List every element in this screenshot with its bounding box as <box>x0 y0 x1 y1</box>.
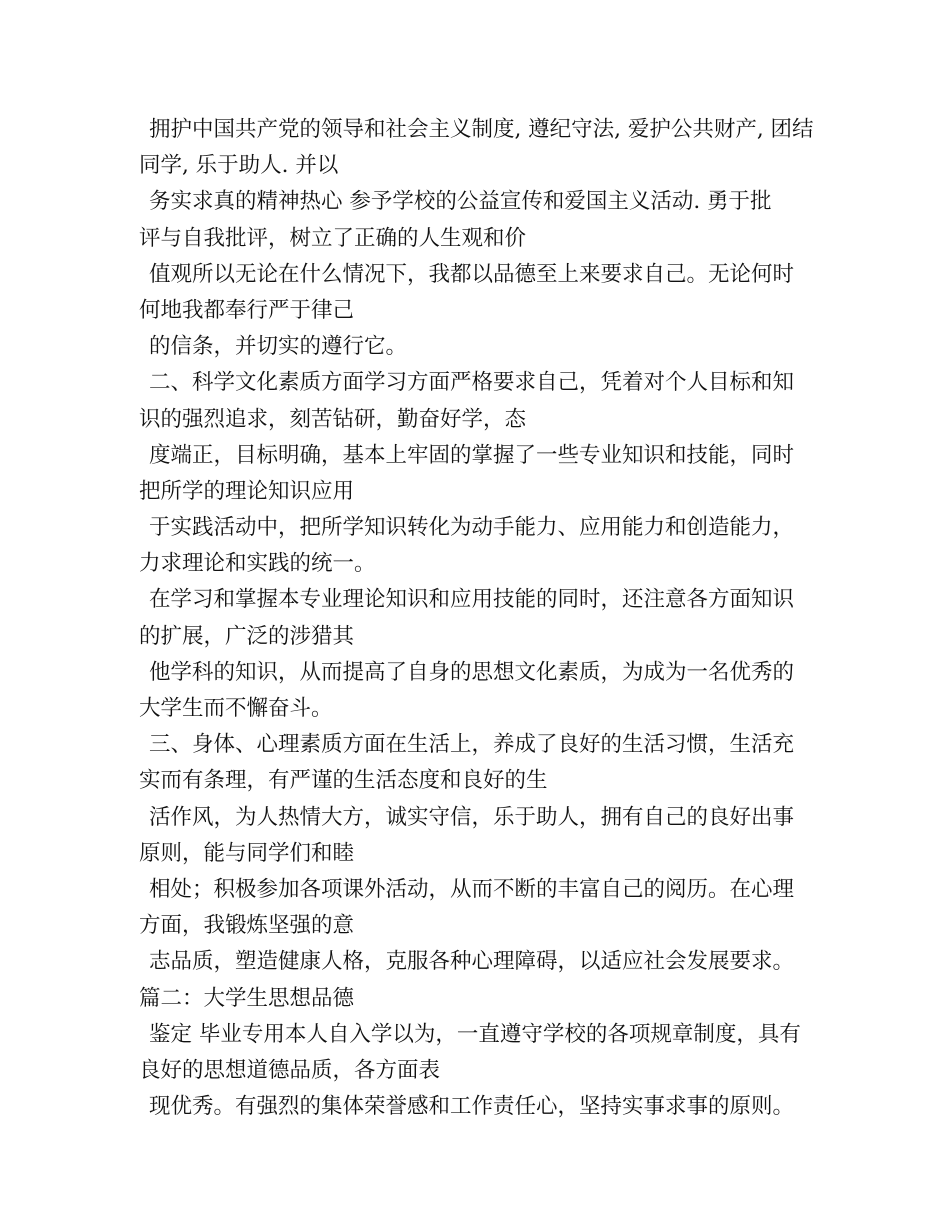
text-line: 方面，我锻炼坚强的意 <box>139 913 355 939</box>
text-line: 的扩展，广泛的涉猎其 <box>139 623 355 649</box>
text-line: 在学习和掌握本专业理论知识和应用技能的同时，还注意各方面知识 <box>149 587 795 613</box>
text-line: 鉴定 毕业专用本人自入学以为，一直遵守学校的各项规章制度，具有 <box>149 1021 801 1047</box>
text-line: 三、身体、心理素质方面在生活上，养成了良好的生活习惯，生活充 <box>149 732 795 758</box>
text-line: 度端正，目标明确，基本上牢固的掌握了一些专业知识和技能，同时 <box>149 442 795 468</box>
text-line: 原则，能与同学们和睦 <box>139 840 355 866</box>
text-line: 相处；积极参加各项课外活动，从而不断的丰富自己的阅历。在心理 <box>149 876 795 902</box>
document-body <box>139 112 815 1125</box>
text-line: 何地我都奉行严于律己 <box>139 297 355 323</box>
text-line: 二、科学文化素质方面学习方面严格要求自己，凭着对个人目标和知 <box>149 370 795 396</box>
text-line: 于实践活动中，把所学知识转化为动手能力、应用能力和创造能力， <box>149 515 795 541</box>
text-line: 篇二：大学生思想品德 <box>139 985 355 1011</box>
text-line: 大学生而不懈奋斗。 <box>139 696 333 721</box>
text-line: 值观所以无论在什么情况下，我都以品德至上来要求自己。无论何时 <box>149 261 795 287</box>
text-line: 把所学的理论知识应用 <box>139 478 355 504</box>
text-line: 实而有条理，有严谨的生活态度和良好的生 <box>139 768 548 794</box>
text-line: 现优秀。有强烈的集体荣誉感和工作责任心，坚持实事求事的原则。 <box>149 1094 795 1120</box>
text-line: 他学科的知识，从而提高了自身的思想文化素质，为成为一名优秀的 <box>149 659 795 685</box>
text-line: 良好的思想道德品质，各方面表 <box>139 1057 441 1083</box>
text-line: 志品质，塑造健康人格，克服各种心理障碍，以适应社会发展要求。 <box>149 949 795 975</box>
text-line: 同学, 乐于助人. 并以 <box>139 153 339 179</box>
text-line: 力求理论和实践的统一。 <box>139 551 376 577</box>
text-line: 的信条，并切实的遵行它。 <box>149 334 408 360</box>
text-line: 识的强烈追求，刻苦钻研，勤奋好学，态 <box>139 406 527 432</box>
text-line: 活作风，为人热情大方，诚实守信，乐于助人，拥有自己的良好出事 <box>149 804 795 830</box>
text-line: 拥护中国共产党的领导和社会主义制度, 遵纪守法, 爱护公共财产, 团结 <box>149 117 814 142</box>
text-line: 评与自我批评，树立了正确的人生观和价 <box>139 225 527 251</box>
text-line: 务实求真的精神热心 参予学校的公益宣传和爱国主义活动. 勇于批 <box>149 189 772 215</box>
